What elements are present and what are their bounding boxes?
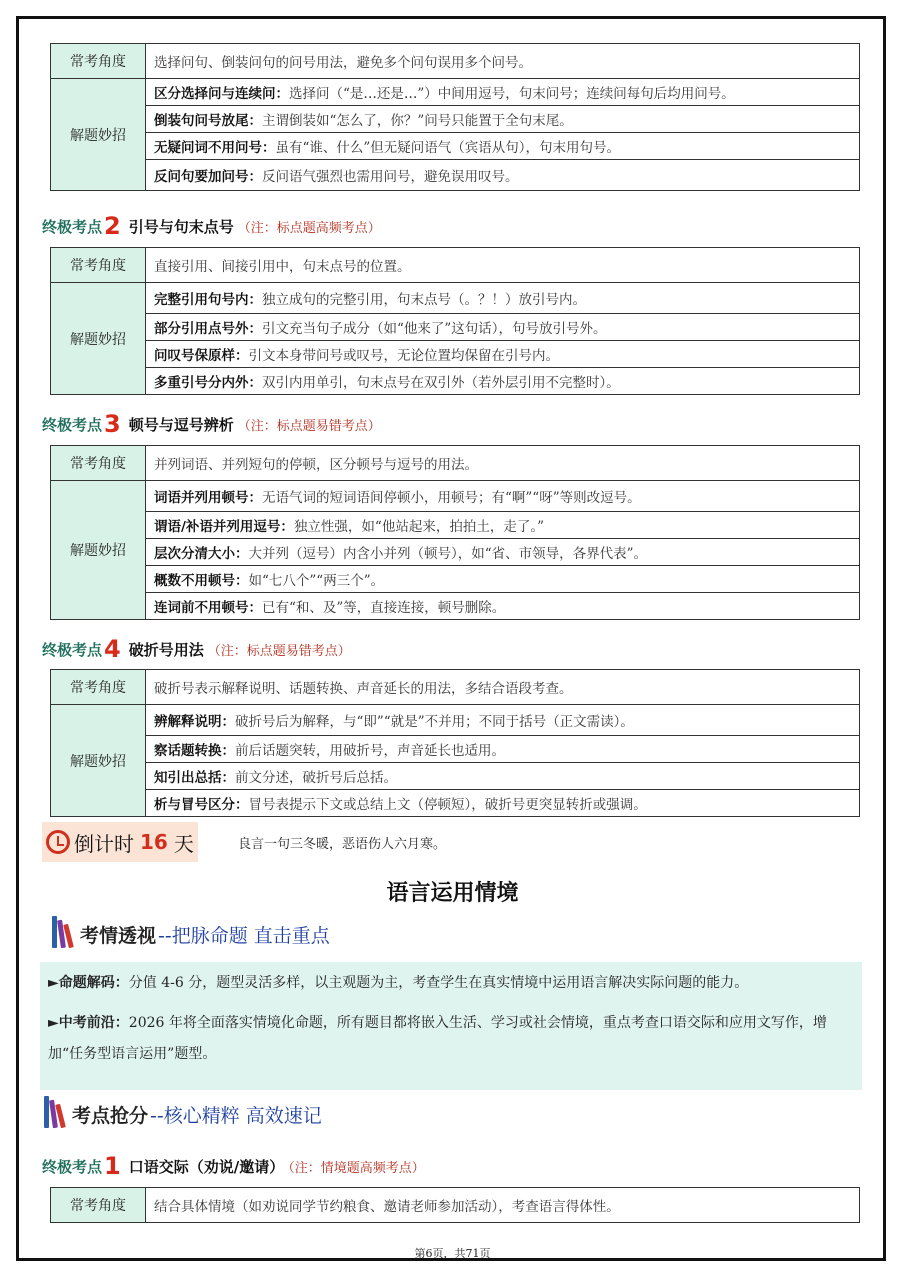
table-cell: 结合具体情境（如劝说同学节约粮食、邀请老师参加活动），考查语言得体性。 <box>146 1188 860 1223</box>
section-title: 语言运用情境 <box>386 881 519 906</box>
table-cell: 并列词语、并列短句的停顿，区分顿号与逗号的用法。 <box>146 446 860 481</box>
countdown-badge: 倒计时 16 天 <box>42 822 198 862</box>
table-cell: 反问句要加问号：反问语气强烈也需用问号，避免误用叹号。 <box>146 160 860 191</box>
table-label: 常考角度 <box>51 670 146 705</box>
table-cell: 词语并列用顿号：无语气词的短词语间停顿小，用顿号；有“啊”“呀”等则改逗号。 <box>146 481 860 512</box>
table-label: 解题妙招 <box>51 705 146 817</box>
table-label: 解题妙招 <box>51 283 146 395</box>
table-cell: 察话题转换：前后话题突转，用破折号，声音延长也适用。 <box>146 736 860 763</box>
table-cell: 辨解释说明：破折号后为解释，与“即”“就是”不并用；不同于括号（正文需读）。 <box>146 705 860 736</box>
clock-icon <box>46 830 70 854</box>
table-cell: 多重引号分内外：双引内用单引，句末点号在双引外（若外层引用不完整时）。 <box>146 368 860 395</box>
tips-table-oral <box>50 1187 860 1223</box>
key-point-heading: 终极考点3 顿号与逗号辨析 （注：标点题易错考点） <box>42 410 381 438</box>
books-icon <box>52 914 76 948</box>
tips-table-question-mark <box>50 43 860 191</box>
key-point-heading: 终极考点2 引号与句末点号 （注：标点题高频考点） <box>42 212 381 240</box>
table-cell: 完整引用句号内：独立成句的完整引用，句末点号（。？！）放引号内。 <box>146 283 860 314</box>
table-label: 解题妙招 <box>51 481 146 620</box>
table-cell: 问叹号保原样：引文本身带问号或叹号，无论位置均保留在引号内。 <box>146 341 860 368</box>
intro-box <box>40 962 862 1090</box>
table-cell: 层次分清大小：大并列（逗号）内含小并列（顿号），如“省、市领导，各界代表”。 <box>146 539 860 566</box>
table-label: 常考角度 <box>51 248 146 283</box>
motto: 良言一句三冬暖，恶语伤人六月寒。 <box>238 837 447 852</box>
intro-paragraph: ►中考前沿：2026 年将全面落实情境化命题，所有题目都将嵌入生活、学习或社会情境，重点考查口语交际和应用文写作，增加“任务型语言运用”题型。 <box>48 1015 827 1062</box>
table-cell: 析与冒号区分：冒号表提示下文或总结上文（停顿短），破折号更突显转折或强调。 <box>146 790 860 817</box>
tips-table-comma <box>50 445 860 620</box>
table-label: 常考角度 <box>51 446 146 481</box>
table-label: 解题妙招 <box>51 79 146 191</box>
sub-heading: 考点抢分 --核心精粹 高效速记 <box>44 1094 322 1128</box>
sub-heading: 考情透视 --把脉命题 直击重点 <box>52 914 330 948</box>
intro-paragraph: ►命题解码：分值 4-6 分，题型灵活多样，以主观题为主，考查学生在真实情境中运用语言解决实际问题的能力。 <box>48 975 749 991</box>
page-footer: 第6页，共71页 <box>414 1247 491 1260</box>
table-cell: 选择问句、倒装问句的问号用法，避免多个问句误用多个问号。 <box>146 44 860 79</box>
table-cell: 谓语/补语并列用逗号：独立性强，如“他站起来，拍拍土，走了。” <box>146 512 860 539</box>
table-cell: 直接引用、间接引用中，句末点号的位置。 <box>146 248 860 283</box>
table-cell: 无疑问词不用问号：虽有“谁、什么”但无疑问语气（宾语从句），句末用句号。 <box>146 133 860 160</box>
table-cell: 破折号表示解释说明、话题转换、声音延长的用法，多结合语段考查。 <box>146 670 860 705</box>
table-cell: 知引出总括：前文分述，破折号后总括。 <box>146 763 860 790</box>
table-cell: 概数不用顿号：如“七八个”“两三个”。 <box>146 566 860 593</box>
table-label: 常考角度 <box>51 1188 146 1223</box>
table-label: 常考角度 <box>51 44 146 79</box>
key-point-heading: 终极考点4 破折号用法 （注：标点题易错考点） <box>42 635 351 663</box>
table-cell: 连词前不用顿号：已有“和、及”等，直接连接，顿号删除。 <box>146 593 860 620</box>
tips-table-dash <box>50 669 860 817</box>
table-cell: 区分选择问与连续问：选择问（“是…还是…”）中间用逗号，句末问号；连续问每句后均用问号。 <box>146 79 860 106</box>
tips-table-quotation <box>50 247 860 395</box>
table-cell: 倒装句问号放尾：主谓倒装如“怎么了，你？”问号只能置于全句末尾。 <box>146 106 860 133</box>
books-icon <box>44 1094 68 1128</box>
table-cell: 部分引用点号外：引文充当句子成分（如“他来了”这句话），句号放引号外。 <box>146 314 860 341</box>
key-point-heading: 终极考点1 口语交际（劝说/邀请） （注：情境题高频考点） <box>42 1152 425 1180</box>
